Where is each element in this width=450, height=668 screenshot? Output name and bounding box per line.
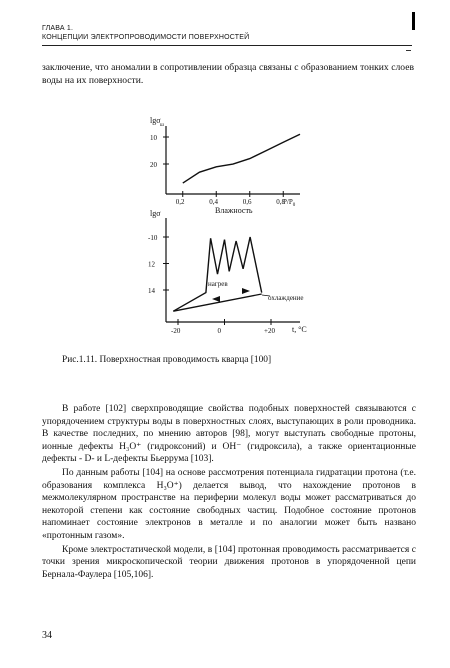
bottom-x-tick-label: +20	[264, 327, 275, 335]
top-x-tick-label: 0,8	[276, 198, 285, 206]
figure-caption: Рис.1.11. Поверхностная проводимость кварца [100]	[62, 355, 272, 365]
intro-paragraph: заключение, что аномалии в сопротивлении образца связаны с образованием тонких слоев воды на их поверхности.	[42, 62, 414, 86]
top-x-label: Влажность	[215, 206, 253, 215]
top-x-unit-main: P/P	[283, 198, 293, 206]
page-number: 34	[42, 630, 52, 641]
top-x-tick-label: 0,6	[242, 198, 252, 206]
humidity-chart	[150, 116, 300, 215]
bottom-y-label: lgσ	[150, 209, 161, 218]
top-y-label-sub: ш	[160, 123, 164, 128]
paragraph-1: В работе [102] сверхпроводящие свойства подобных поверхностей связываются с упорядочением структуры воды в поверхностных слоях, выступающих в роли проводника. В качестве последних, по мнению авторов [98], могут выступать свободные протоны, ионные дефекты H₃O⁺ (гидроксоний) и OH⁻ (гидроксила), а также ориентационные дефекты - D- и L-дефекты Бьеррума [103].	[42, 404, 416, 465]
annotation-cooling: охлаждение	[268, 294, 304, 302]
top-x-tick-label: 0,2	[175, 198, 185, 206]
top-x-unit-sub: 0	[292, 203, 296, 208]
header-chapter: ГЛАВА 1.	[42, 25, 74, 32]
temperature-chart	[148, 209, 307, 335]
top-curve	[183, 134, 300, 183]
bottom-x-tick-label: 0	[217, 327, 221, 335]
top-x-unit	[283, 198, 296, 208]
bottom-x-tick-label: -20	[171, 327, 181, 335]
paragraph-2: По данным работы [104] на основе рассмотрения потенциала гидратации протона (т.е. образования комплекса H₃O⁺) делается вывод, что нахождение протонов в межмолекулярном пространстве на периферии молекул воды может рассматриваться до некоторой степени как состояние свободных частиц. Подобное состояние протонов напоминает состояние электронов в металле и по аналогии может быть названо «протонным газом».	[42, 467, 416, 541]
bottom-y-tick-label: -10	[148, 234, 158, 242]
cooling-arrow-icon	[212, 296, 220, 302]
header-subtitle: КОНЦЕПЦИИ ЭЛЕКТРОПРОВОДИМОСТИ ПОВЕРХНОСТЕЙ	[42, 34, 250, 41]
top-y-tick-label: 20	[150, 161, 157, 169]
top-x-tick-label: 0,4	[209, 198, 218, 206]
heating-arrow-icon	[242, 288, 250, 294]
cooling-line	[173, 294, 261, 311]
top-y-tick-label: 10	[150, 134, 157, 142]
bottom-y-tick-label: 14	[148, 287, 155, 295]
bottom-x-label: t, °C	[292, 325, 307, 334]
top-y-label: lgσ	[150, 116, 161, 125]
body-text	[42, 403, 416, 582]
annotation-heating: нагрев	[208, 280, 228, 288]
bottom-y-tick-label: 12	[148, 260, 155, 269]
paragraph-3: Кроме электростатической модели, в [104] протонная проводимость рассматривается с точки зрения микроскопической теории движения протонов в упорядоченной цепи Бернала-Фаулера [105,106].	[42, 544, 416, 580]
